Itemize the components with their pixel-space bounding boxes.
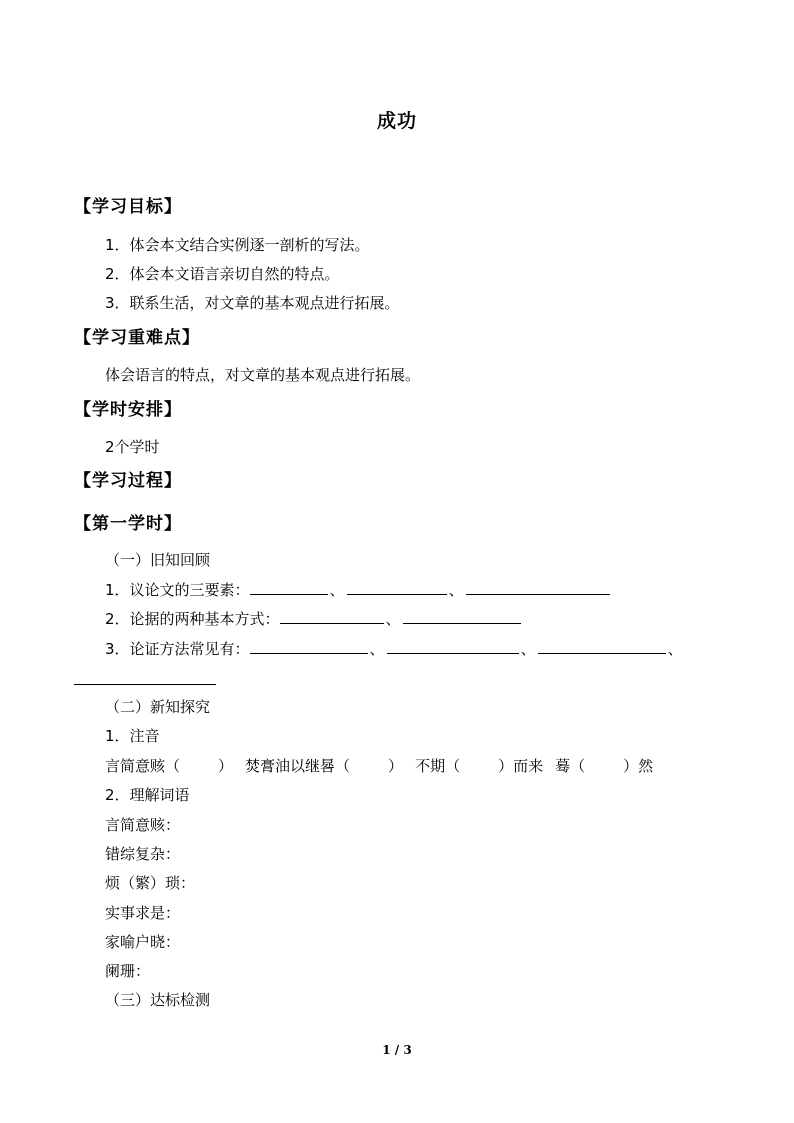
- answer-blank[interactable]: [538, 638, 666, 654]
- pinyin-word-3: 不期（: [415, 757, 461, 775]
- review-question-1: [105, 579, 610, 600]
- review-question-2-label: 2．论据的两种基本方式：: [105, 610, 280, 628]
- pinyin-row: [105, 755, 653, 776]
- pinyin-word-3-after: ）而来: [498, 757, 544, 775]
- term-item: 阑珊：: [105, 962, 151, 980]
- answer-blank[interactable]: [403, 608, 521, 624]
- term-item: 烦（繁）琐：: [105, 874, 196, 892]
- answer-blank[interactable]: [347, 579, 447, 595]
- answer-blank[interactable]: [280, 608, 384, 624]
- heading-process: 【学习过程】: [74, 471, 182, 491]
- pinyin-word-1: 言简意赅（: [105, 757, 181, 775]
- key-points-text: 体会语言的特点，对文章的基本观点进行拓展。: [105, 366, 421, 384]
- answer-blank[interactable]: [466, 579, 610, 595]
- explore-title: （二）新知探究: [105, 698, 211, 716]
- pinyin-word-5: 蓦（: [555, 757, 586, 775]
- answer-blank-continuation[interactable]: [74, 684, 216, 685]
- goal-item-1: 1．体会本文结合实例逐一剖析的写法。: [105, 236, 370, 254]
- review-question-3: [105, 638, 685, 659]
- explore-subtitle-pinyin: 1．注音: [105, 727, 160, 745]
- term-item: 错综复杂：: [105, 845, 181, 863]
- separator: 、: [667, 640, 683, 658]
- separator: 、: [329, 581, 345, 599]
- term-item: 家喻户晓：: [105, 933, 181, 951]
- separator: 、: [448, 581, 464, 599]
- term-item: 实事求是：: [105, 904, 181, 922]
- page-number: 1 / 3: [382, 1043, 412, 1057]
- pinyin-word-2: 焚膏油以继晷（: [245, 757, 351, 775]
- page-title: 成功: [376, 110, 417, 132]
- pinyin-word-5-after: ）然: [623, 757, 654, 775]
- schedule-text: 2个学时: [105, 438, 160, 456]
- heading-key-points: 【学习重难点】: [74, 328, 200, 348]
- review-title: （一）旧知回顾: [105, 551, 211, 569]
- term-item: 言简意赅：: [105, 816, 181, 834]
- goal-item-3: 3．联系生活，对文章的基本观点进行拓展。: [105, 294, 400, 312]
- review-question-1-label: 1．议论文的三要素：: [105, 581, 250, 599]
- heading-goals: 【学习目标】: [74, 197, 182, 217]
- explore-subtitle-terms: 2．理解词语: [105, 786, 190, 804]
- separator: 、: [369, 640, 385, 658]
- separator: 、: [385, 610, 401, 628]
- answer-blank[interactable]: [387, 638, 519, 654]
- goal-item-2: 2．体会本文语言亲切自然的特点。: [105, 265, 340, 283]
- answer-blank[interactable]: [250, 638, 368, 654]
- review-question-3-label: 3．论证方法常见有：: [105, 640, 250, 658]
- paren-close: ）: [218, 757, 234, 775]
- review-question-2: [105, 608, 521, 629]
- heading-first-period: 【第一学时】: [74, 514, 182, 534]
- separator: 、: [520, 640, 536, 658]
- answer-blank[interactable]: [250, 579, 328, 595]
- heading-schedule: 【学时安排】: [74, 400, 182, 420]
- test-title: （三）达标检测: [105, 991, 211, 1009]
- paren-close: ）: [388, 757, 404, 775]
